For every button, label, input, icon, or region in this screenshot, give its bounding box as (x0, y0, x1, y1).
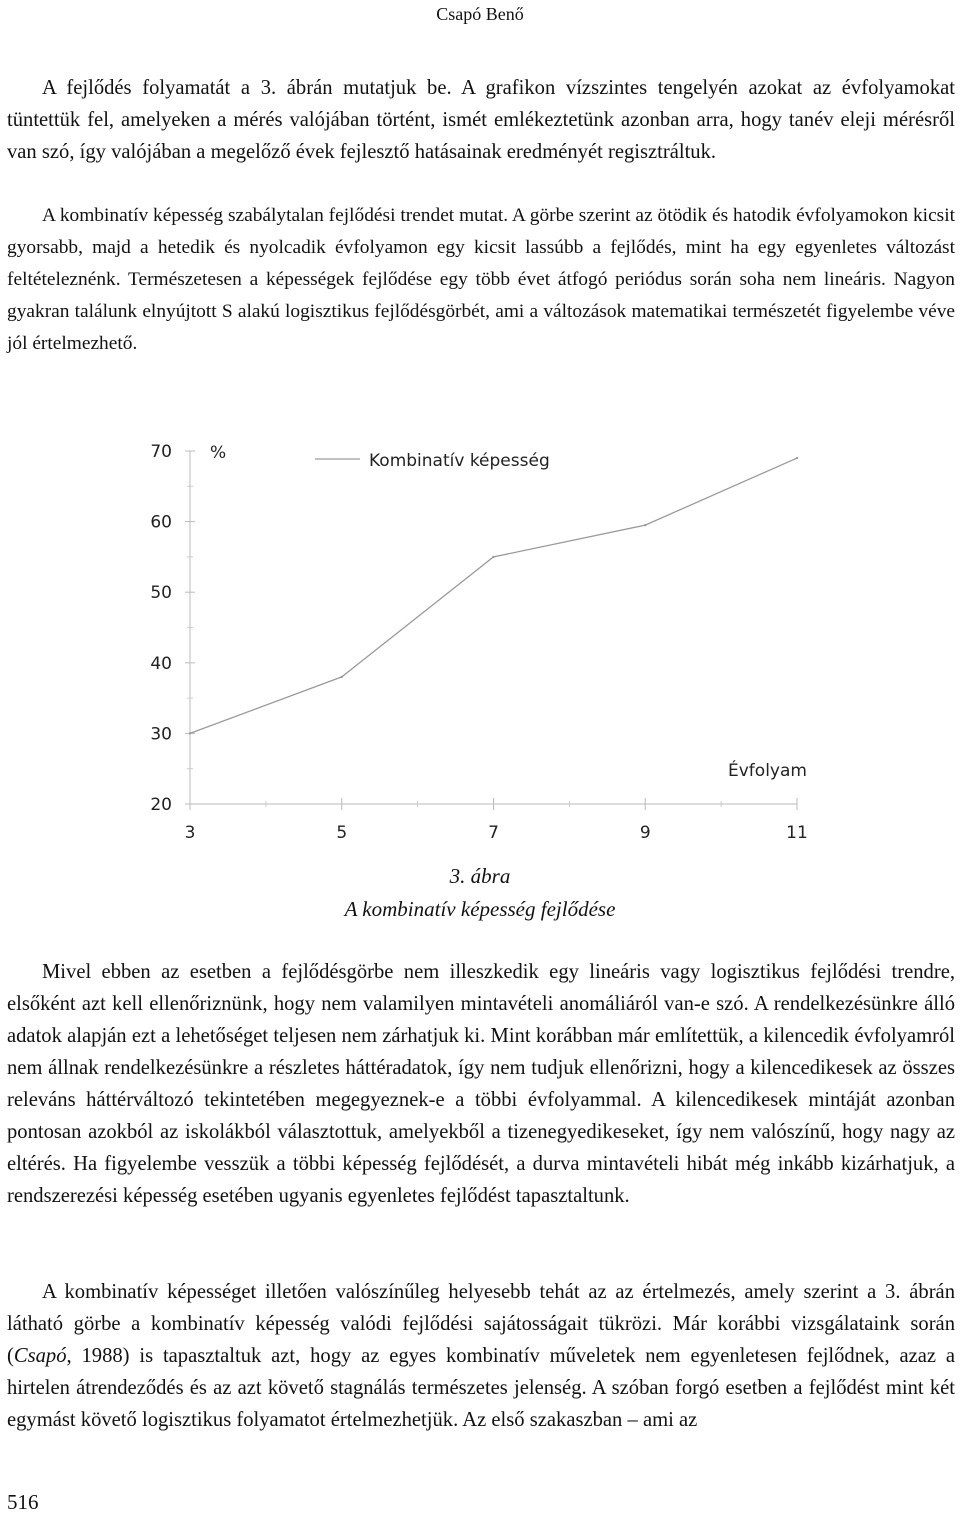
data-point (796, 457, 798, 459)
y-tick-label: 70 (150, 442, 172, 462)
figure-number: 3. ábra (449, 864, 511, 888)
x-tick-label: 3 (184, 823, 196, 843)
data-point (341, 676, 343, 678)
intro-paragraph: A fejlődés folyamatát a 3. ábrán mutatjuk be. A grafikon vízszintes tengelyén azokat az évfolyamokat tüntettük fel, amelyeken a mérés valójában történt, ismét emlékeztetünk azonban arra, hogy tanév eleji mérésről van szó, így valójában a megelőző évek fejlesztő hatásainak eredményét regisztráltuk. (7, 77, 955, 163)
data-point (644, 524, 646, 526)
legend-label: Kombinatív képesség (369, 451, 550, 471)
page-number: 516 (7, 1490, 39, 1514)
x-tick-label: 5 (336, 823, 348, 843)
y-tick-label: 60 (150, 512, 172, 533)
analysis-paragraph: A kombinatív képesség szabálytalan fejlődési trendet mutat. A görbe szerint az ötödik és hatodik évfolyamokon kicsit gyorsabb, majd a hetedik és nyolcadik évfolyamon egy kicsit lassúbb a fejlődés, mint ha egy egyenletes változást feltételeznénk. Természetesen a képességek fejlődése egy több évet átfogó periódus során soha nem lineáris. Nagyon gyakran találunk elnyújtott S alakú logisztikus fejlődésgörbét, ami a változások matematikai természetét figyelembe véve jól értelmezhető. (7, 205, 955, 354)
x-tick-label: 7 (488, 823, 499, 843)
y-axis-ticks (150, 442, 195, 815)
y-tick-label: 20 (150, 795, 172, 815)
body-paragraph-1: Mivel ebben az esetben a fejlődésgörbe nem illeszkedik egy lineáris vagy logisztikus fejlődési trendre, elsőként azt kell ellenőriznünk, hogy nem valamilyen mintavételi anomáliáról van-e szó. A rendelkezésünkre álló adatok alapján ezt a lehetőséget teljesen nem zárhatjuk ki. Mint korábban már említettük, a kilencedik évfolyamról nem állnak rendelkezésünkre a részletes háttéradatok, így nem tudjuk ellenőrizni, hogy a kilencedikesek az összes releváns háttérváltozó tekintetében megegyeznek-e a többi évfolyammal. A kilencedikesek mintáját azonban pontosan azokból az iskolákból választottuk, amelyekből a tizenegyedikeseket, így nem valószínű, hogy nagy az eltérés. Ha figyelembe vesszük a többi képesség fejlődését, a durva mintavételi hibát még inkább kizárhatjuk, a rendszerezési képesség esetében ugyanis egyenletes fejlődést tapasztaltunk. (7, 961, 955, 1207)
figure-title: A kombinatív képesség fejlődése (344, 897, 616, 921)
y-tick-label: 50 (150, 583, 172, 604)
line-chart (0, 430, 960, 850)
running-header-author: Csapó Benő (436, 4, 524, 24)
body-paragraph-2: A kombinatív képességet illetően valószínűleg helyesebb tehát az az értelmezés, amely szerint a 3. ábrán látható görbe a kombinatív képesség valódi fejlődési sajátosságait tükrözi. Már korábbi vizsgálataink során (Csapó, 1988) is tapasztaltuk azt, hogy az egyes kombinatív műveletek nem egyenletesen fejlődnek, azaz a hirtelen átrendeződés és az azt követő stagnálás természetes jelenség. A szóban forgó esetben a fejlődést mint két egymást követő logisztikus folyamatot értelmezhetjük. Az első szakaszban – ami az (7, 1281, 955, 1431)
x-axis-title: Évfolyam (728, 761, 807, 781)
data-point (492, 556, 494, 558)
series-line (190, 458, 797, 733)
y-unit-label: % (210, 443, 227, 463)
x-axis-ticks (185, 798, 808, 843)
y-tick-label: 40 (150, 653, 172, 674)
chart-axes (190, 451, 797, 804)
y-tick-label: 30 (150, 724, 172, 745)
citation-author: Csapó (13, 1345, 67, 1367)
x-tick-label: 11 (786, 823, 808, 843)
data-point (189, 732, 191, 734)
x-tick-label: 9 (639, 823, 651, 843)
series-kombinativ (189, 457, 798, 735)
